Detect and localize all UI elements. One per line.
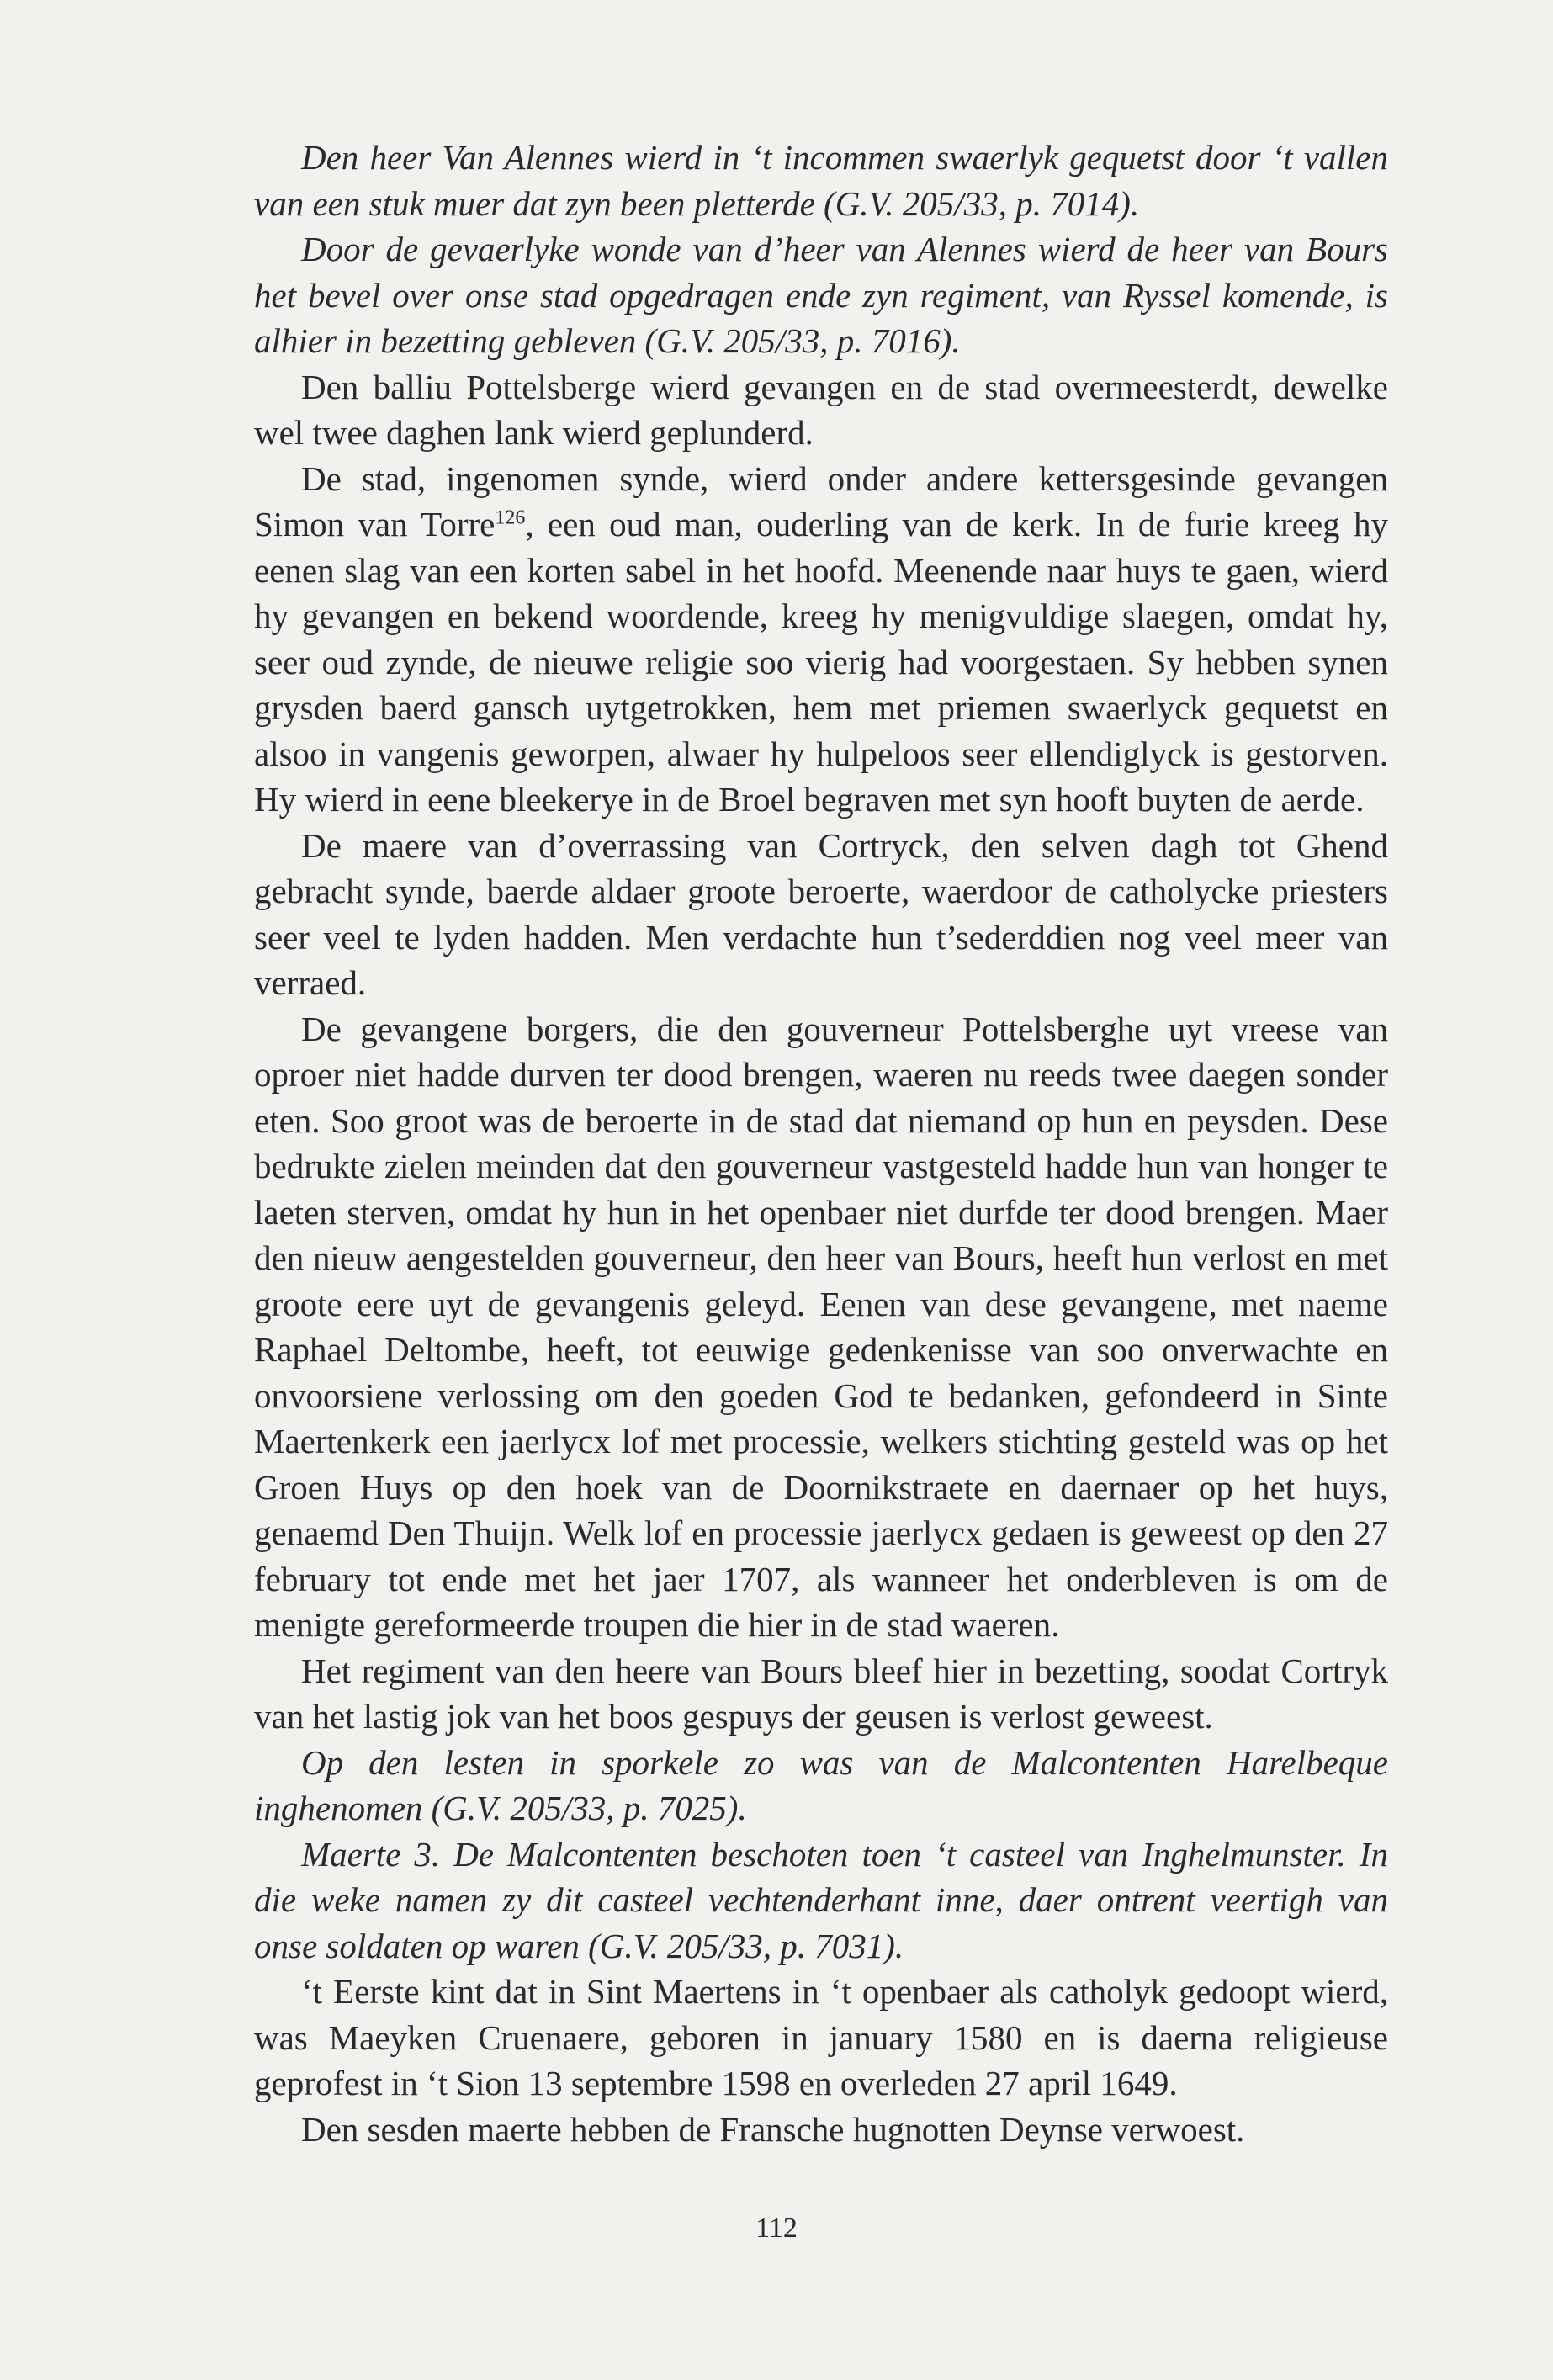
paragraph-8: Op den lesten in sporkele zo was van de Malcontenten Harelbeque inghenomen (G.V. 205/33, p. 7025).: [254, 1742, 1388, 1827]
paragraph-4-text-before: De stad, ingenomen synde, wierd onder andere kettersgesinde gevangen Simon van Torre: [254, 459, 1388, 543]
paragraph-7: Het regiment van den heere van Bours bleef hier in bezetting, soodat Cortryk van het lastig jok van het boos gespuys der geusen is verlost geweest.: [254, 1651, 1388, 1736]
paragraph-9: Maerte 3. De Malcontenten beschoten toen ‘t casteel van Inghelmunster. In die weke namen zy dit casteel vechtenderhant inne, daer ontrent veertigh van onse soldaten op waren (G.V. 205/33, p. 7031).: [254, 1834, 1388, 1965]
paragraph-4-text-after: , een oud man, ouderling van de kerk. In de furie kreeg hy eenen slag van een korten sabel in het hoofd. Meenende naar huys te gaen, wierd hy gevangen en bekend woordende, kreeg hy menigvuldige slaegen, omdat hy, seer oud zynde, de nieuwe religie soo vierig had voorgestaen. Sy hebben synen grysden baerd gansch uytgetrokken, hem met priemen swaerlyck gequetst en alsoo in vangenis geworpen, alwaer hy hulpeloos seer ellendiglyck is gestorven. Hy wierd in eene bleekerye in de Broel begraven met syn hooft buyten de aerde.: [254, 505, 1388, 819]
paragraph-6: De gevangene borgers, die den gouverneur Pottelsberghe uyt vreese van oproer niet hadde durven ter dood brengen, waeren nu reeds twee daegen sonder eten. Soo groot was de beroerte in de stad dat niemand op hun en peysden. Dese bedrukte zielen meinden dat den gouverneur vastgesteld hadde hun van honger te laeten sterven, omdat hy hun in het openbaer niet durfde ter dood brengen. Maer den nieuw aengestelden gouverneur, den heer van Bours, heeft hun verlost en met groote eere uyt de gevangenis geleyd. Eenen van dese gevangene, met naeme Raphael Deltombe, heeft, tot eeuwige gedenkenisse van soo onverwachte en onvoorsiene verlossing om den goeden God te bedanken, gefondeerd in Sinte Maertenkerk een jaerlycx lof met processie, welkers stichting gesteld was op het Groen Huys op den hoek van de Doornikstraete en daernaer op het huys, genaemd Den Thuijn. Welk lof en processie jaerlycx gedaen is geweest op den 27 february tot ende met het jaer 1707, als wanneer het onderbleven is om de menigte gereformeerde troupen die hier in de stad waeren.: [254, 1009, 1388, 1644]
paragraph-11: Den sesden maerte hebben de Fransche hugnotten Deynse verwoest.: [301, 2109, 1245, 2149]
paragraph-1: Den heer Van Alennes wierd in ‘t incommen swaerlyk gequetst door ‘t vallen van een stuk muer dat zyn been pletterde (G.V. 205/33, p. 7014).: [254, 138, 1388, 223]
paragraph-5: De maere van d’overrassing van Cortryck, den selven dagh tot Ghend gebracht synde, baerde aldaer groote beroerte, waerdoor de catholycke priesters seer veel te lyden hadden. Men verdachte hun t’sederddien nog veel meer van verraed.: [254, 825, 1388, 1002]
page-body: [254, 135, 1388, 2152]
paragraph-2: Door de gevaerlyke wonde van d’heer van Alennes wierd de heer van Bours het bevel over onse stad opgedragen ende zyn regiment, van Ryssel komende, is alhier in bezetting gebleven (G.V. 205/33, p. 7016).: [254, 230, 1388, 360]
footnote-ref-126: 126: [495, 506, 526, 529]
page-number: 112: [755, 2213, 798, 2244]
paragraph-4: [254, 456, 1388, 823]
paragraph-3: Den balliu Pottelsberge wierd gevangen en de stad overmeesterdt, dewelke wel twee daghen lank wierd geplunderd.: [254, 367, 1388, 452]
paragraph-10: ‘t Eerste kint dat in Sint Maertens in ‘t openbaer als catholyk gedoopt wierd, was Maeyken Cruenaere, geboren in january 1580 en is daerna religieuse geprofest in ‘t Sion 13 septembre 1598 en overleden 27 april 1649.: [254, 1972, 1388, 2102]
